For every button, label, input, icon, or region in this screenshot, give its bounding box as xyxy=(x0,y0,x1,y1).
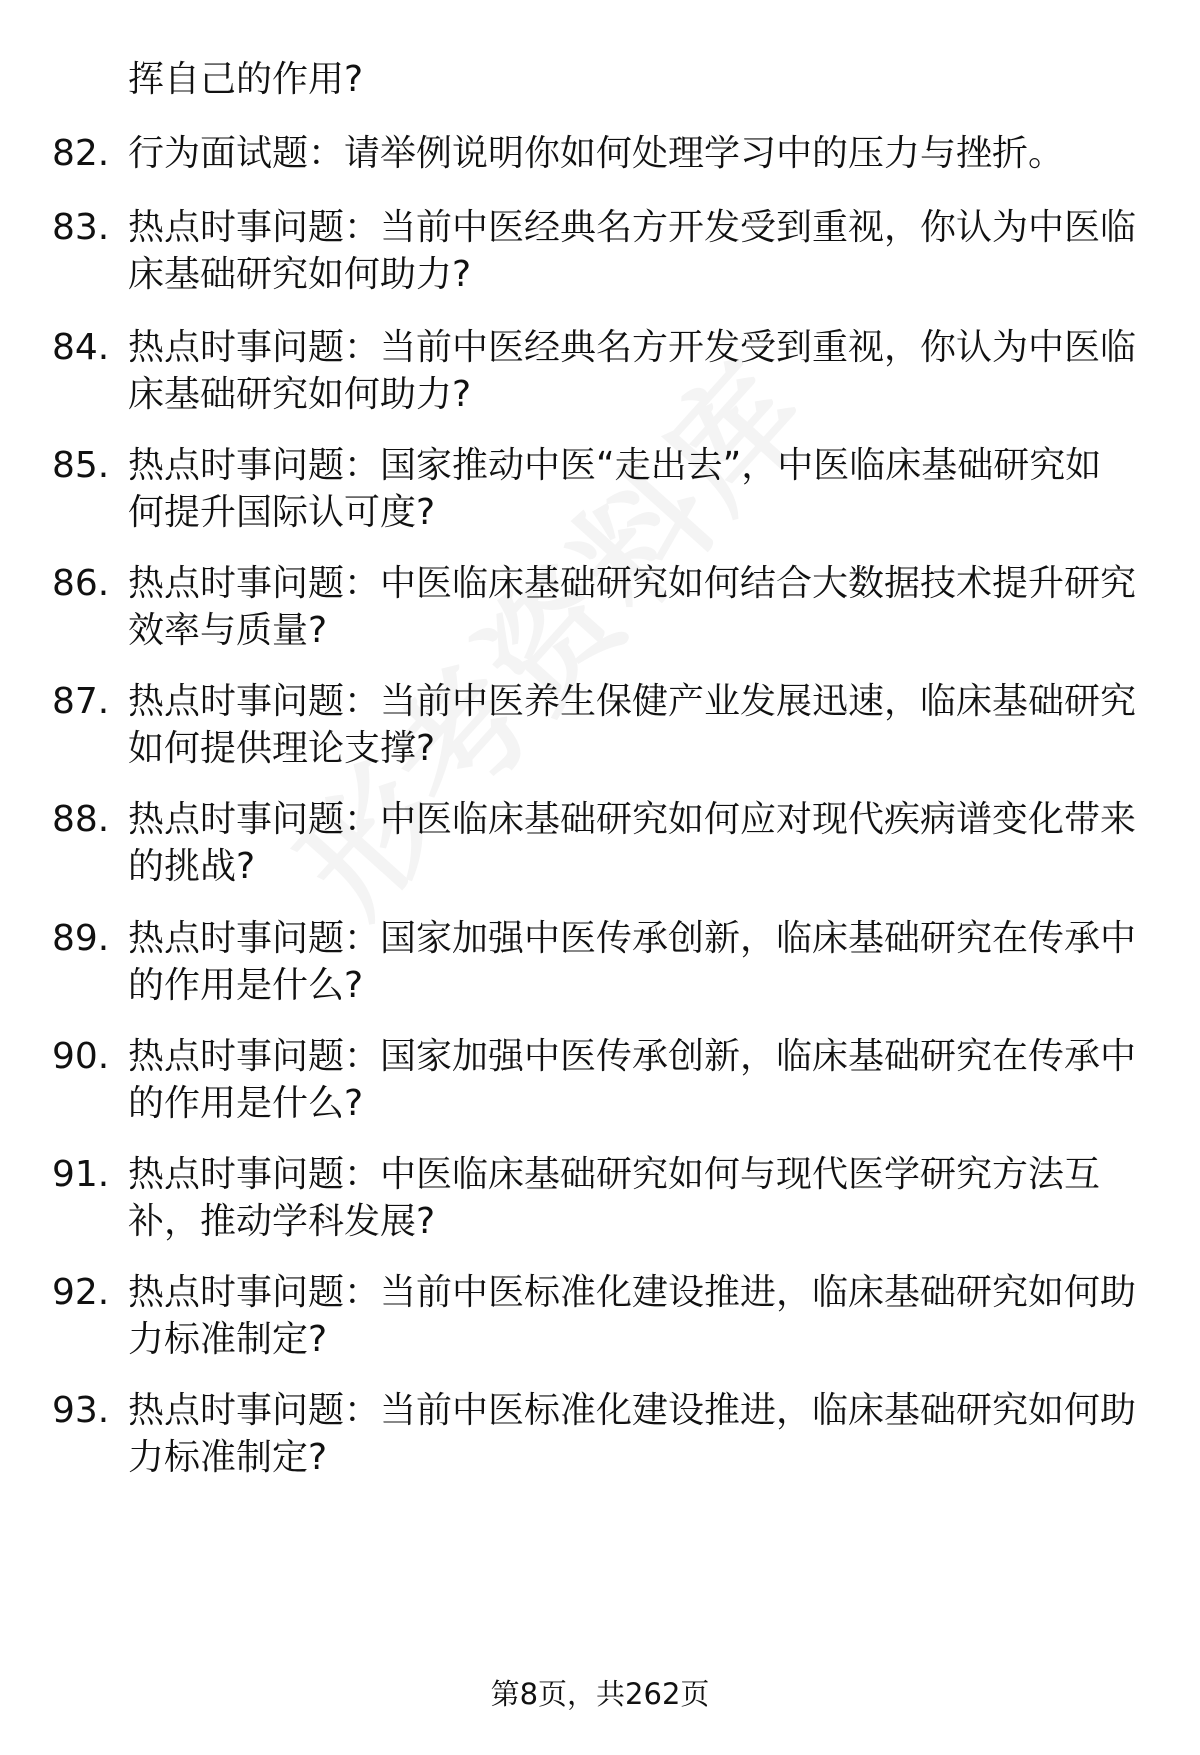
item-number: 85. xyxy=(52,445,110,486)
item-text-line2: 力标准制定? xyxy=(128,1437,328,1478)
item-text-line1: 热点时事问题：中医临床基础研究如何应对现代疾病谱变化带来 xyxy=(128,799,1137,840)
item-text-line2: 力标准制定? xyxy=(128,1319,328,1360)
page-footer: 第8页，共262页 xyxy=(490,1677,710,1711)
item-number: 93. xyxy=(52,1390,110,1431)
item-text-line1: 热点时事问题：国家推动中医“走出去”，中医临床基础研究如 xyxy=(128,445,1102,486)
item-text-line2: 效率与质量? xyxy=(128,610,328,651)
item-text-line2: 的挑战? xyxy=(128,846,256,887)
item-text-line2: 如何提供理论支撑? xyxy=(128,728,436,769)
item-number: 82. xyxy=(52,133,110,174)
item-text-line2: 的作用是什么? xyxy=(128,1083,364,1124)
item-text-line2: 补，推动学科发展? xyxy=(128,1201,436,1242)
item-text-line1: 热点时事问题：中医临床基础研究如何与现代医学研究方法互 xyxy=(128,1154,1101,1195)
item-text-line1: 热点时事问题：当前中医标准化建设推进，临床基础研究如何助 xyxy=(128,1272,1137,1313)
item-text-line1: 热点时事问题：当前中医标准化建设推进，临床基础研究如何助 xyxy=(128,1390,1137,1431)
item-text: 挥自己的作用? xyxy=(128,59,364,100)
item-text-line1: 热点时事问题：当前中医经典名方开发受到重视，你认为中医临 xyxy=(128,327,1137,368)
item-text-line1: 热点时事问题：当前中医经典名方开发受到重视，你认为中医临 xyxy=(128,207,1137,248)
item-text: 行为面试题：请举例说明你如何处理学习中的压力与挫折。 xyxy=(128,133,1065,174)
item-number: 83. xyxy=(52,207,110,248)
item-text-line2: 床基础研究如何助力? xyxy=(128,374,472,415)
item-number: 86. xyxy=(52,563,110,604)
item-text-line2: 何提升国际认可度? xyxy=(128,492,436,533)
item-text-line1: 热点时事问题：国家加强中医传承创新，临床基础研究在传承中 xyxy=(128,1036,1137,1077)
item-number: 87. xyxy=(52,681,110,722)
item-number: 91. xyxy=(52,1154,110,1195)
item-text-line1: 热点时事问题：当前中医养生保健产业发展迅速，临床基础研究 xyxy=(128,681,1137,722)
item-text-line2: 的作用是什么? xyxy=(128,965,364,1006)
item-number: 84. xyxy=(52,327,110,368)
item-number: 89. xyxy=(52,918,110,959)
item-number: 88. xyxy=(52,799,110,840)
item-text-line1: 热点时事问题：国家加强中医传承创新，临床基础研究在传承中 xyxy=(128,918,1137,959)
item-text-line2: 床基础研究如何助力? xyxy=(128,254,472,295)
item-text-line1: 热点时事问题：中医临床基础研究如何结合大数据技术提升研究 xyxy=(128,563,1137,604)
item-number: 92. xyxy=(52,1272,110,1313)
item-number: 90. xyxy=(52,1036,110,1077)
